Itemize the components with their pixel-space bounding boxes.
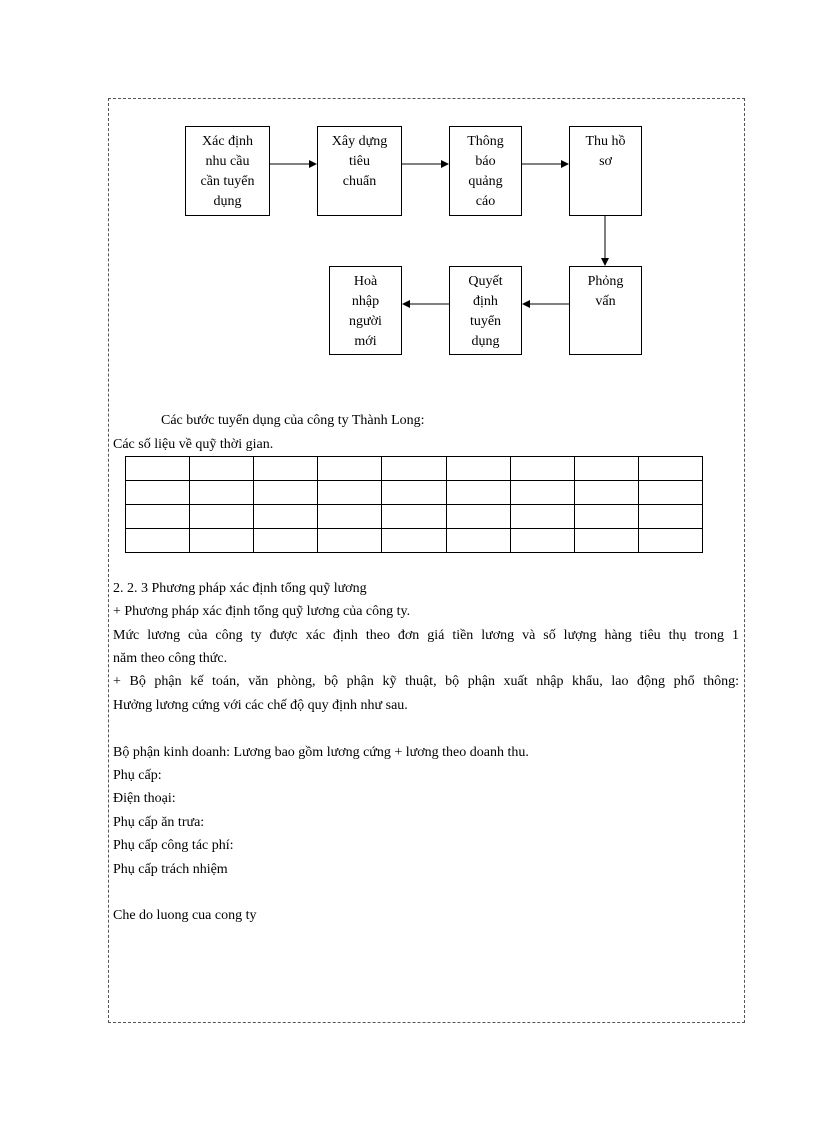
- table-cell: [638, 529, 702, 553]
- table-cell: [382, 457, 446, 481]
- flowchart-caption: Các bước tuyển dụng của công ty Thành Long:: [161, 413, 425, 428]
- table-cell: [510, 529, 574, 553]
- allowance-item: Phụ cấp công tác phí:: [113, 838, 234, 853]
- table-cell: [574, 529, 638, 553]
- table-cell: [446, 457, 510, 481]
- table-cell: [190, 505, 254, 529]
- flow-step-text: tiêu: [349, 154, 370, 169]
- table-cell: [126, 481, 190, 505]
- flow-step-text: Thu hồ: [585, 134, 626, 149]
- footer-note: Che do luong cua cong ty: [113, 908, 257, 923]
- flow-step-text: vấn: [595, 294, 616, 309]
- table-cell: [190, 529, 254, 553]
- paragraph-sales: Bộ phận kinh doanh: Lương bao gồm lương cứng + lương theo doanh thu.: [113, 745, 529, 760]
- table-row: [126, 529, 703, 553]
- table-row: [126, 481, 703, 505]
- flow-step-text: chuẩn: [342, 174, 377, 189]
- paragraph-departments-line-1: + Bộ phận kế toán, văn phòng, bộ phận kỹ thuật, bộ phận xuất nhập khẩu, lao động phổ thông:: [113, 674, 739, 689]
- paragraph-method: + Phương pháp xác định tổng quỹ lương của công ty.: [113, 604, 411, 619]
- table-cell: [638, 457, 702, 481]
- allowance-item: Phụ cấp ăn trưa:: [113, 815, 205, 830]
- flow-step-text: Xây dựng: [331, 134, 388, 149]
- table-cell: [126, 505, 190, 529]
- flow-step-text: cần tuyển: [200, 174, 255, 189]
- table-cell: [510, 457, 574, 481]
- table-cell: [254, 505, 318, 529]
- table-cell: [126, 529, 190, 553]
- table-row: [126, 457, 703, 481]
- allowance-item: Phụ cấp trách nhiệm: [113, 862, 228, 877]
- allowance-item: Điện thoại:: [113, 791, 176, 806]
- flow-step-text: người: [349, 314, 382, 329]
- flow-step-text: Hoà: [353, 274, 378, 289]
- table-cell: [318, 529, 382, 553]
- table-cell: [446, 529, 510, 553]
- table-cell: [318, 457, 382, 481]
- flow-step-text: Quyết: [468, 274, 503, 289]
- table-cell: [382, 481, 446, 505]
- paragraph-salary-line-2: năm theo công thức.: [113, 651, 228, 666]
- table-cell: [318, 505, 382, 529]
- allowance-item: Phụ cấp:: [113, 768, 162, 783]
- flow-step-text: định: [473, 294, 498, 309]
- flow-step-text: quảng: [468, 174, 503, 189]
- table-cell: [446, 481, 510, 505]
- table-cell: [382, 505, 446, 529]
- section-heading: 2. 2. 3 Phương pháp xác định tổng quỹ lương: [113, 581, 367, 596]
- flow-step-text: mới: [354, 334, 377, 349]
- flow-step-text: nhu cầu: [205, 154, 250, 169]
- paragraph-departments-line-2: Hưởng lương cứng với các chế độ quy định như sau.: [113, 698, 408, 713]
- flow-step-text: cáo: [475, 194, 496, 209]
- flow-step-text: báo: [475, 154, 496, 169]
- time-fund-table: [125, 456, 703, 553]
- table-cell: [638, 481, 702, 505]
- table-cell: [574, 505, 638, 529]
- table-cell: [254, 529, 318, 553]
- table-cell: [510, 505, 574, 529]
- table-cell: [318, 481, 382, 505]
- table-cell: [254, 481, 318, 505]
- flow-step-text: sơ: [599, 154, 612, 169]
- table-cell: [510, 481, 574, 505]
- table-intro: Các số liệu về quỹ thời gian.: [113, 437, 274, 452]
- table-row: [126, 505, 703, 529]
- flow-step-text: nhập: [351, 294, 380, 309]
- paragraph-salary-line-1: Mức lương của công ty được xác định theo đơn giá tiền lương và số lượng hàng tiêu thụ trong 1: [113, 628, 739, 643]
- table-cell: [574, 457, 638, 481]
- table-cell: [638, 505, 702, 529]
- flow-step-text: dụng: [471, 334, 500, 349]
- table-cell: [446, 505, 510, 529]
- table-cell: [126, 457, 190, 481]
- table-cell: [190, 481, 254, 505]
- table-cell: [190, 457, 254, 481]
- flow-step-text: tuyển: [469, 314, 502, 329]
- table-cell: [382, 529, 446, 553]
- flow-step-text: Thông: [467, 134, 504, 149]
- flow-step-text: dụng: [213, 194, 242, 209]
- table-cell: [574, 481, 638, 505]
- table-cell: [254, 457, 318, 481]
- flow-step-text: Phỏng: [587, 274, 624, 289]
- flow-step-text: Xác định: [202, 134, 253, 149]
